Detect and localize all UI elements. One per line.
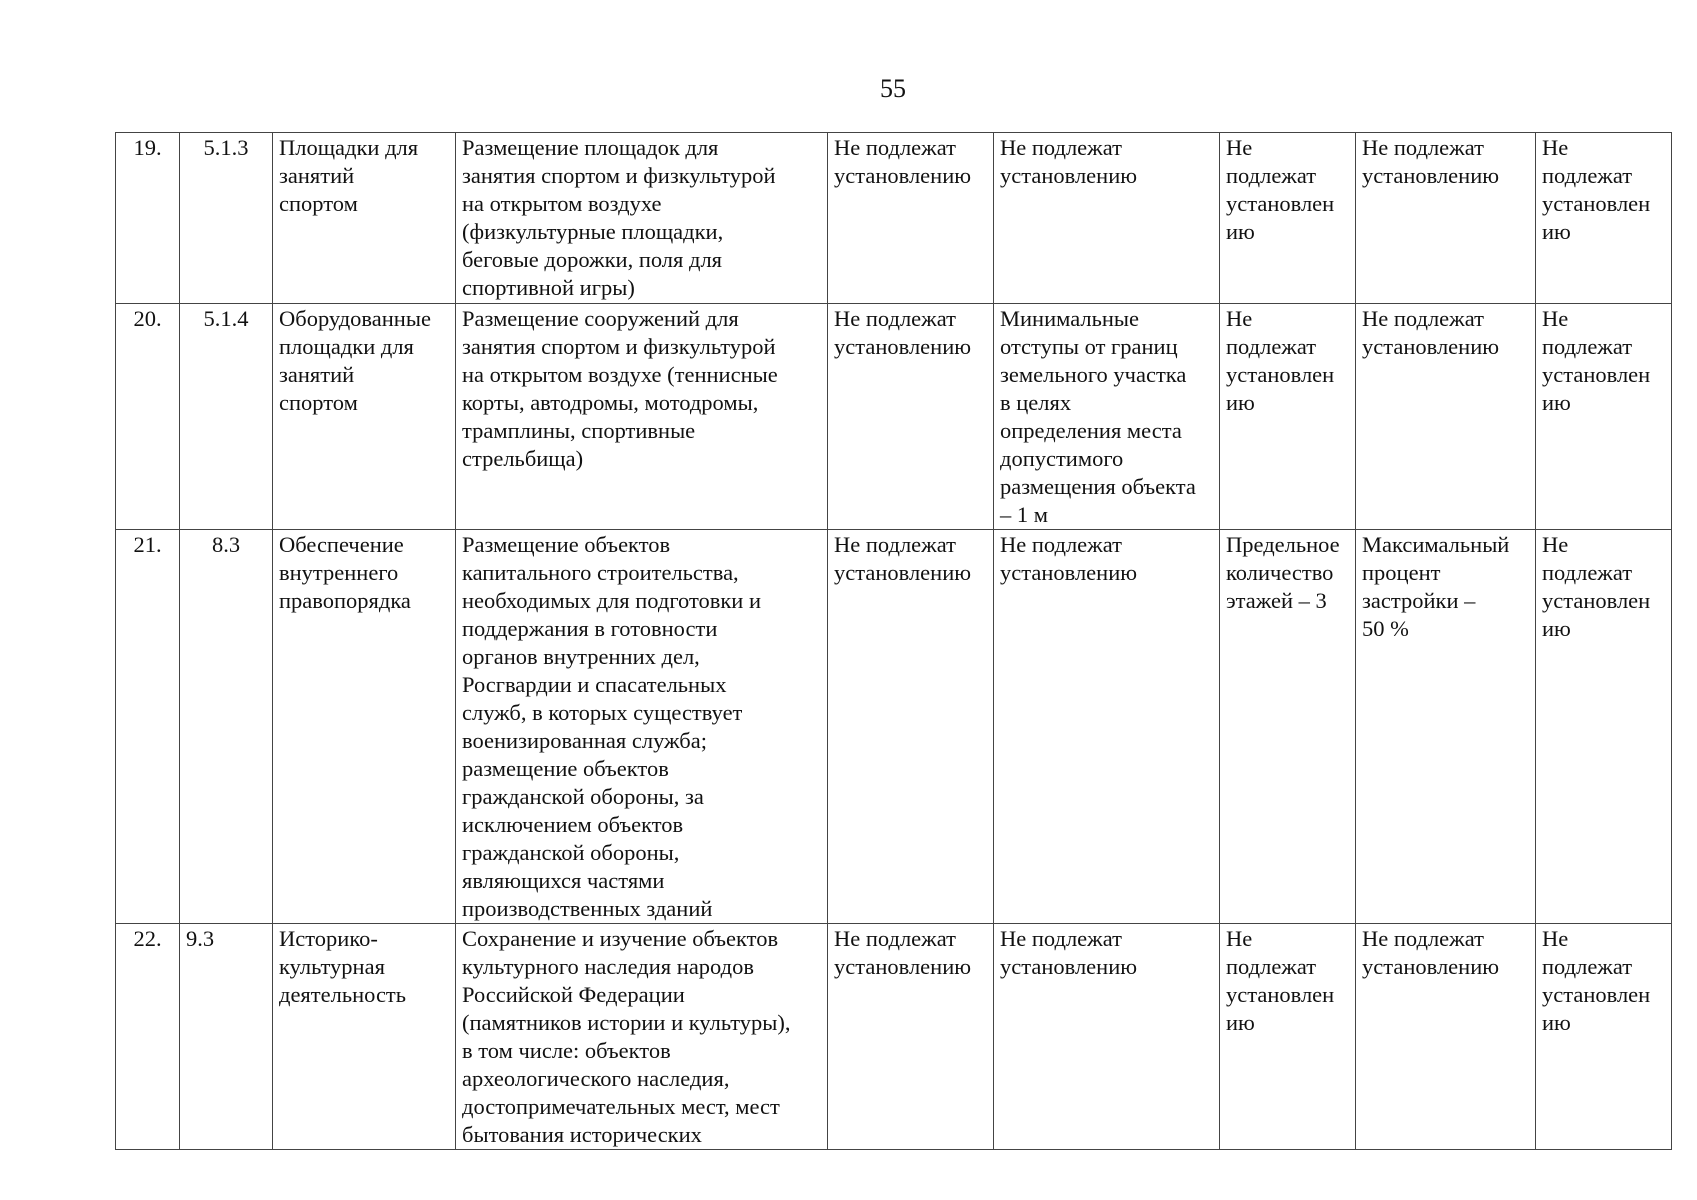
row-cell-col9: Не подлежат установлен ию xyxy=(1536,133,1672,304)
table-row xyxy=(116,133,1672,304)
row-cell-col6: Не подлежат установлению xyxy=(994,924,1220,1150)
row-description: Сохранение и изучение объектов культурного наследия народов Российской Федерации (памятников истории и культуры), в том числе: объектов археологического наследия, достопримечательных мест, мест бытования исторических xyxy=(456,924,828,1150)
row-cell-col8: Максимальный процент застройки – 50 % xyxy=(1356,530,1536,924)
row-number: 21. xyxy=(116,530,180,924)
row-number: 20. xyxy=(116,304,180,530)
row-cell-col9: Не подлежат установлен ию xyxy=(1536,924,1672,1150)
row-cell-col7: Не подлежат установлен ию xyxy=(1220,924,1356,1150)
row-cell-col8: Не подлежат установлению xyxy=(1356,924,1536,1150)
table-row xyxy=(116,304,1672,530)
page-number: 55 xyxy=(880,74,906,103)
regulations-table xyxy=(115,132,1672,1150)
row-cell-col7: Не подлежат установлен ию xyxy=(1220,304,1356,530)
row-cell-col5: Не подлежат установлению xyxy=(828,530,994,924)
row-cell-col5: Не подлежат установлению xyxy=(828,304,994,530)
row-description: Размещение объектов капитального строительства, необходимых для подготовки и поддержания в готовности органов внутренних дел, Росгвардии и спасательных служб, в которых существует военизированная служба; размещение объектов гражданской обороны, за исключением объектов гражданской обороны, являющихся частями производственных зданий xyxy=(456,530,828,924)
row-name: Площадки для занятий спортом xyxy=(273,133,456,304)
row-cell-col6: Не подлежат установлению xyxy=(994,133,1220,304)
row-number: 19. xyxy=(116,133,180,304)
row-name: Обеспечение внутреннего правопорядка xyxy=(273,530,456,924)
row-cell-col9: Не подлежат установлен ию xyxy=(1536,530,1672,924)
row-cell-col8: Не подлежат установлению xyxy=(1356,133,1536,304)
row-cell-col7: Предельное количество этажей – 3 xyxy=(1220,530,1356,924)
row-cell-col6: Минимальные отступы от границ земельного участка в целях определения места допустимого размещения объекта – 1 м xyxy=(994,304,1220,530)
row-cell-col5: Не подлежат установлению xyxy=(828,924,994,1150)
row-cell-col7: Не подлежат установлен ию xyxy=(1220,133,1356,304)
row-name: Историко- культурная деятельность xyxy=(273,924,456,1150)
row-number: 22. xyxy=(116,924,180,1150)
row-cell-col8: Не подлежат установлению xyxy=(1356,304,1536,530)
row-cell-col9: Не подлежат установлен ию xyxy=(1536,304,1672,530)
row-name: Оборудованные площадки для занятий спортом xyxy=(273,304,456,530)
table-row xyxy=(116,924,1672,1150)
row-code: 5.1.4 xyxy=(180,304,273,530)
row-code: 9.3 xyxy=(180,924,273,1150)
row-cell-col5: Не подлежат установлению xyxy=(828,133,994,304)
row-code: 8.3 xyxy=(180,530,273,924)
table-row xyxy=(116,530,1672,924)
row-code: 5.1.3 xyxy=(180,133,273,304)
row-description: Размещение площадок для занятия спортом и физкультурой на открытом воздухе (физкультурные площадки, беговые дорожки, поля для спортивной игры) xyxy=(456,133,828,304)
row-cell-col6: Не подлежат установлению xyxy=(994,530,1220,924)
row-description: Размещение сооружений для занятия спортом и физкультурой на открытом воздухе (теннисные корты, автодромы, мотодромы, трамплины, спортивные стрельбища) xyxy=(456,304,828,530)
